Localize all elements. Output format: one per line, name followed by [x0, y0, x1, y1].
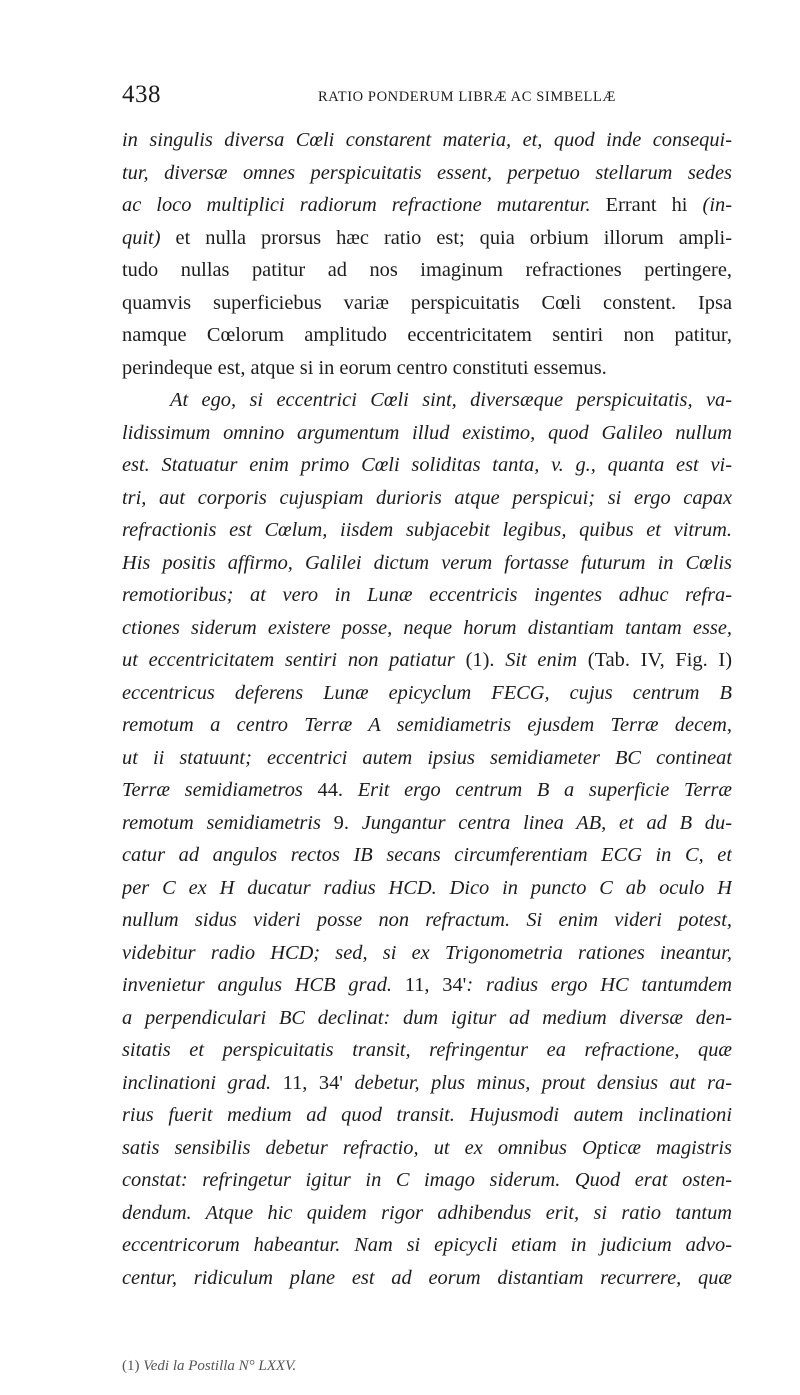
text-line [122, 1132, 732, 1165]
italic-text-segment: (in- [702, 194, 732, 216]
italic-text-segment: rius fuerit medium ad quod transit. Hujusmodi autem inclinationi [122, 1104, 732, 1126]
text-line [122, 482, 732, 515]
text-line [122, 709, 732, 742]
text-line [122, 1067, 732, 1100]
italic-text-segment: remotum semidiametris [122, 811, 334, 834]
roman-text-segment: 11, 34' [282, 1071, 355, 1094]
italic-text-segment: tur, diversæ omnes perspicuitatis essent, perpetuo stellarum sedes [122, 161, 732, 184]
footnote-text: Vedi la Postilla N° LXXV. [143, 1358, 297, 1374]
text-line [122, 449, 732, 482]
roman-text-segment: et nulla prorsus hæc ratio est; quia orbium illorum ampli- [160, 226, 732, 249]
running-head-title: RATIO PONDERUM LIBRÆ AC SIMBELLÆ [318, 89, 616, 105]
text-line [122, 1034, 732, 1067]
text-line [122, 1229, 732, 1262]
italic-text-segment: debetur, plus minus, prout densius aut ra- [354, 1071, 732, 1094]
text-line [122, 352, 732, 385]
roman-text-segment: 44. [317, 779, 358, 801]
text-line [122, 547, 732, 580]
roman-text-segment: namque Cœlorum amplitudo eccentricitatem sentiri non patitur, [122, 324, 732, 346]
italic-text-segment: lidissimum omnino argumentum illud existimo, quod Galileo nullum [122, 421, 732, 444]
footnote [122, 1358, 732, 1375]
italic-text-segment: remotioribus; at vero in Lunæ eccentricis ingentes adhuc refra- [122, 584, 732, 606]
italic-text-segment: a perpendiculari BC declinat: dum igitur ad medium diversæ den- [122, 1006, 732, 1029]
text-line [122, 904, 732, 937]
italic-text-segment: quit) [122, 226, 161, 249]
text-line [122, 189, 732, 222]
text-line [122, 612, 732, 645]
italic-text-segment: His positis affirmo, Galilei dictum verum fortasse futurum in Cœlis [122, 551, 732, 574]
italic-text-segment: centur, ridiculum plane est ad eorum distantiam recurrere, quæ [122, 1266, 732, 1289]
roman-text-segment: (Tab. IV, Fig. I) [587, 649, 732, 671]
text-line [122, 579, 732, 612]
text-line [122, 872, 732, 905]
text-line [122, 1002, 732, 1035]
italic-text-segment: tri, aut corporis cujuspiam durioris atque perspicui; si ergo capax [122, 486, 732, 509]
text-line [122, 742, 732, 775]
text-line [122, 254, 732, 287]
italic-text-segment: per C ex H ducatur radius HCD. Dico in puncto C ab oculo H [122, 876, 732, 899]
roman-text-segment: Errant hi [605, 194, 703, 216]
text-line [122, 287, 732, 320]
italic-text-segment: remotum a centro Terræ A semidiametris ejusdem Terræ decem, [122, 714, 732, 736]
text-line [122, 644, 732, 677]
italic-text-segment: in singulis diversa Cœli constarent materia, et, quod inde consequi- [122, 129, 732, 151]
italic-text-segment: refractionis est Cœlum, iisdem subjacebit legibus, quibus et vitrum. [122, 519, 732, 541]
italic-text-segment: invenietur angulus HCB grad. [122, 974, 405, 996]
text-line [122, 157, 732, 190]
italic-text-segment: At ego, si eccentrici Cœli sint, diversæque perspicuitatis, va- [170, 389, 732, 411]
text-line [122, 1262, 732, 1295]
text-line [122, 124, 732, 157]
italic-text-segment: Jungantur centra linea AB, et ad B du- [361, 811, 732, 834]
italic-text-segment: inclinationi grad. [122, 1071, 283, 1094]
italic-text-segment: est. Statuatur enim primo Cœli soliditas tanta, v. g., quanta est vi- [122, 454, 732, 476]
italic-text-segment: videbitur radio HCD; sed, si ex Trigonometria rationes ineantur, [122, 941, 732, 964]
italic-text-segment: Erit ergo centrum B a superficie Terræ [357, 779, 732, 801]
text-line [122, 839, 732, 872]
text-line [122, 1164, 732, 1197]
text-line [122, 514, 732, 547]
roman-text-segment: perindeque est, atque si in eorum centro constituti essemus. [122, 356, 607, 379]
italic-text-segment: eccentricorum habeantur. Nam si epicycli etiam in judicium advo- [122, 1234, 732, 1256]
roman-text-segment: 9. [333, 811, 362, 834]
roman-text-segment: quamvis superficiebus variæ perspicuitatis Cœli constent. Ipsa [122, 291, 732, 314]
italic-text-segment: dendum. Atque hic quidem rigor adhibendus erit, si ratio tantum [122, 1201, 732, 1224]
italic-text-segment: satis sensibilis debetur refractio, ut ex omnibus Opticæ magistris [122, 1136, 732, 1159]
text-line [122, 384, 732, 417]
footnote-marker: (1) [122, 1358, 140, 1374]
roman-text-segment: (1). [465, 649, 506, 671]
page-number: 438 [122, 81, 161, 108]
roman-text-segment: tudo nullas patitur ad nos imaginum refractiones pertingere, [122, 259, 732, 281]
italic-text-segment: constat: refringetur igitur in C imago siderum. Quod erat osten- [122, 1169, 732, 1191]
italic-text-segment: Terræ semidiametros [122, 779, 318, 801]
body-text [122, 124, 732, 1294]
italic-text-segment: Sit enim [505, 649, 588, 671]
text-line [122, 677, 732, 710]
italic-text-segment: catur ad angulos rectos IB secans circumferentiam ECG in C, et [122, 844, 732, 866]
italic-text-segment: ctiones siderum existere posse, neque horum distantiam tantam esse, [122, 616, 732, 639]
text-line [122, 969, 732, 1002]
text-line [122, 774, 732, 807]
text-line [122, 417, 732, 450]
text-line [122, 1099, 732, 1132]
running-head [122, 81, 732, 115]
italic-text-segment: sitatis et perspicuitatis transit, refringentur ea refractione, quæ [122, 1039, 732, 1061]
text-line [122, 807, 732, 840]
text-line [122, 222, 732, 255]
text-line [122, 319, 732, 352]
italic-text-segment: nullum sidus videri posse non refractum. Si enim videri potest, [122, 909, 732, 931]
italic-text-segment: ut eccentricitatem sentiri non patiatur [122, 649, 466, 671]
text-line [122, 1197, 732, 1230]
italic-text-segment: ut ii statuunt; eccentrici autem ipsius semidiameter BC contineat [122, 746, 732, 769]
italic-text-segment: : radius ergo HC tantumdem [466, 974, 732, 996]
text-line [122, 937, 732, 970]
italic-text-segment: ac loco multiplici radiorum refractione mutarentur. [122, 194, 606, 216]
italic-text-segment: eccentricus deferens Lunæ epicyclum FECG, cujus centrum B [122, 681, 732, 704]
roman-text-segment: 11, 34' [404, 974, 467, 996]
